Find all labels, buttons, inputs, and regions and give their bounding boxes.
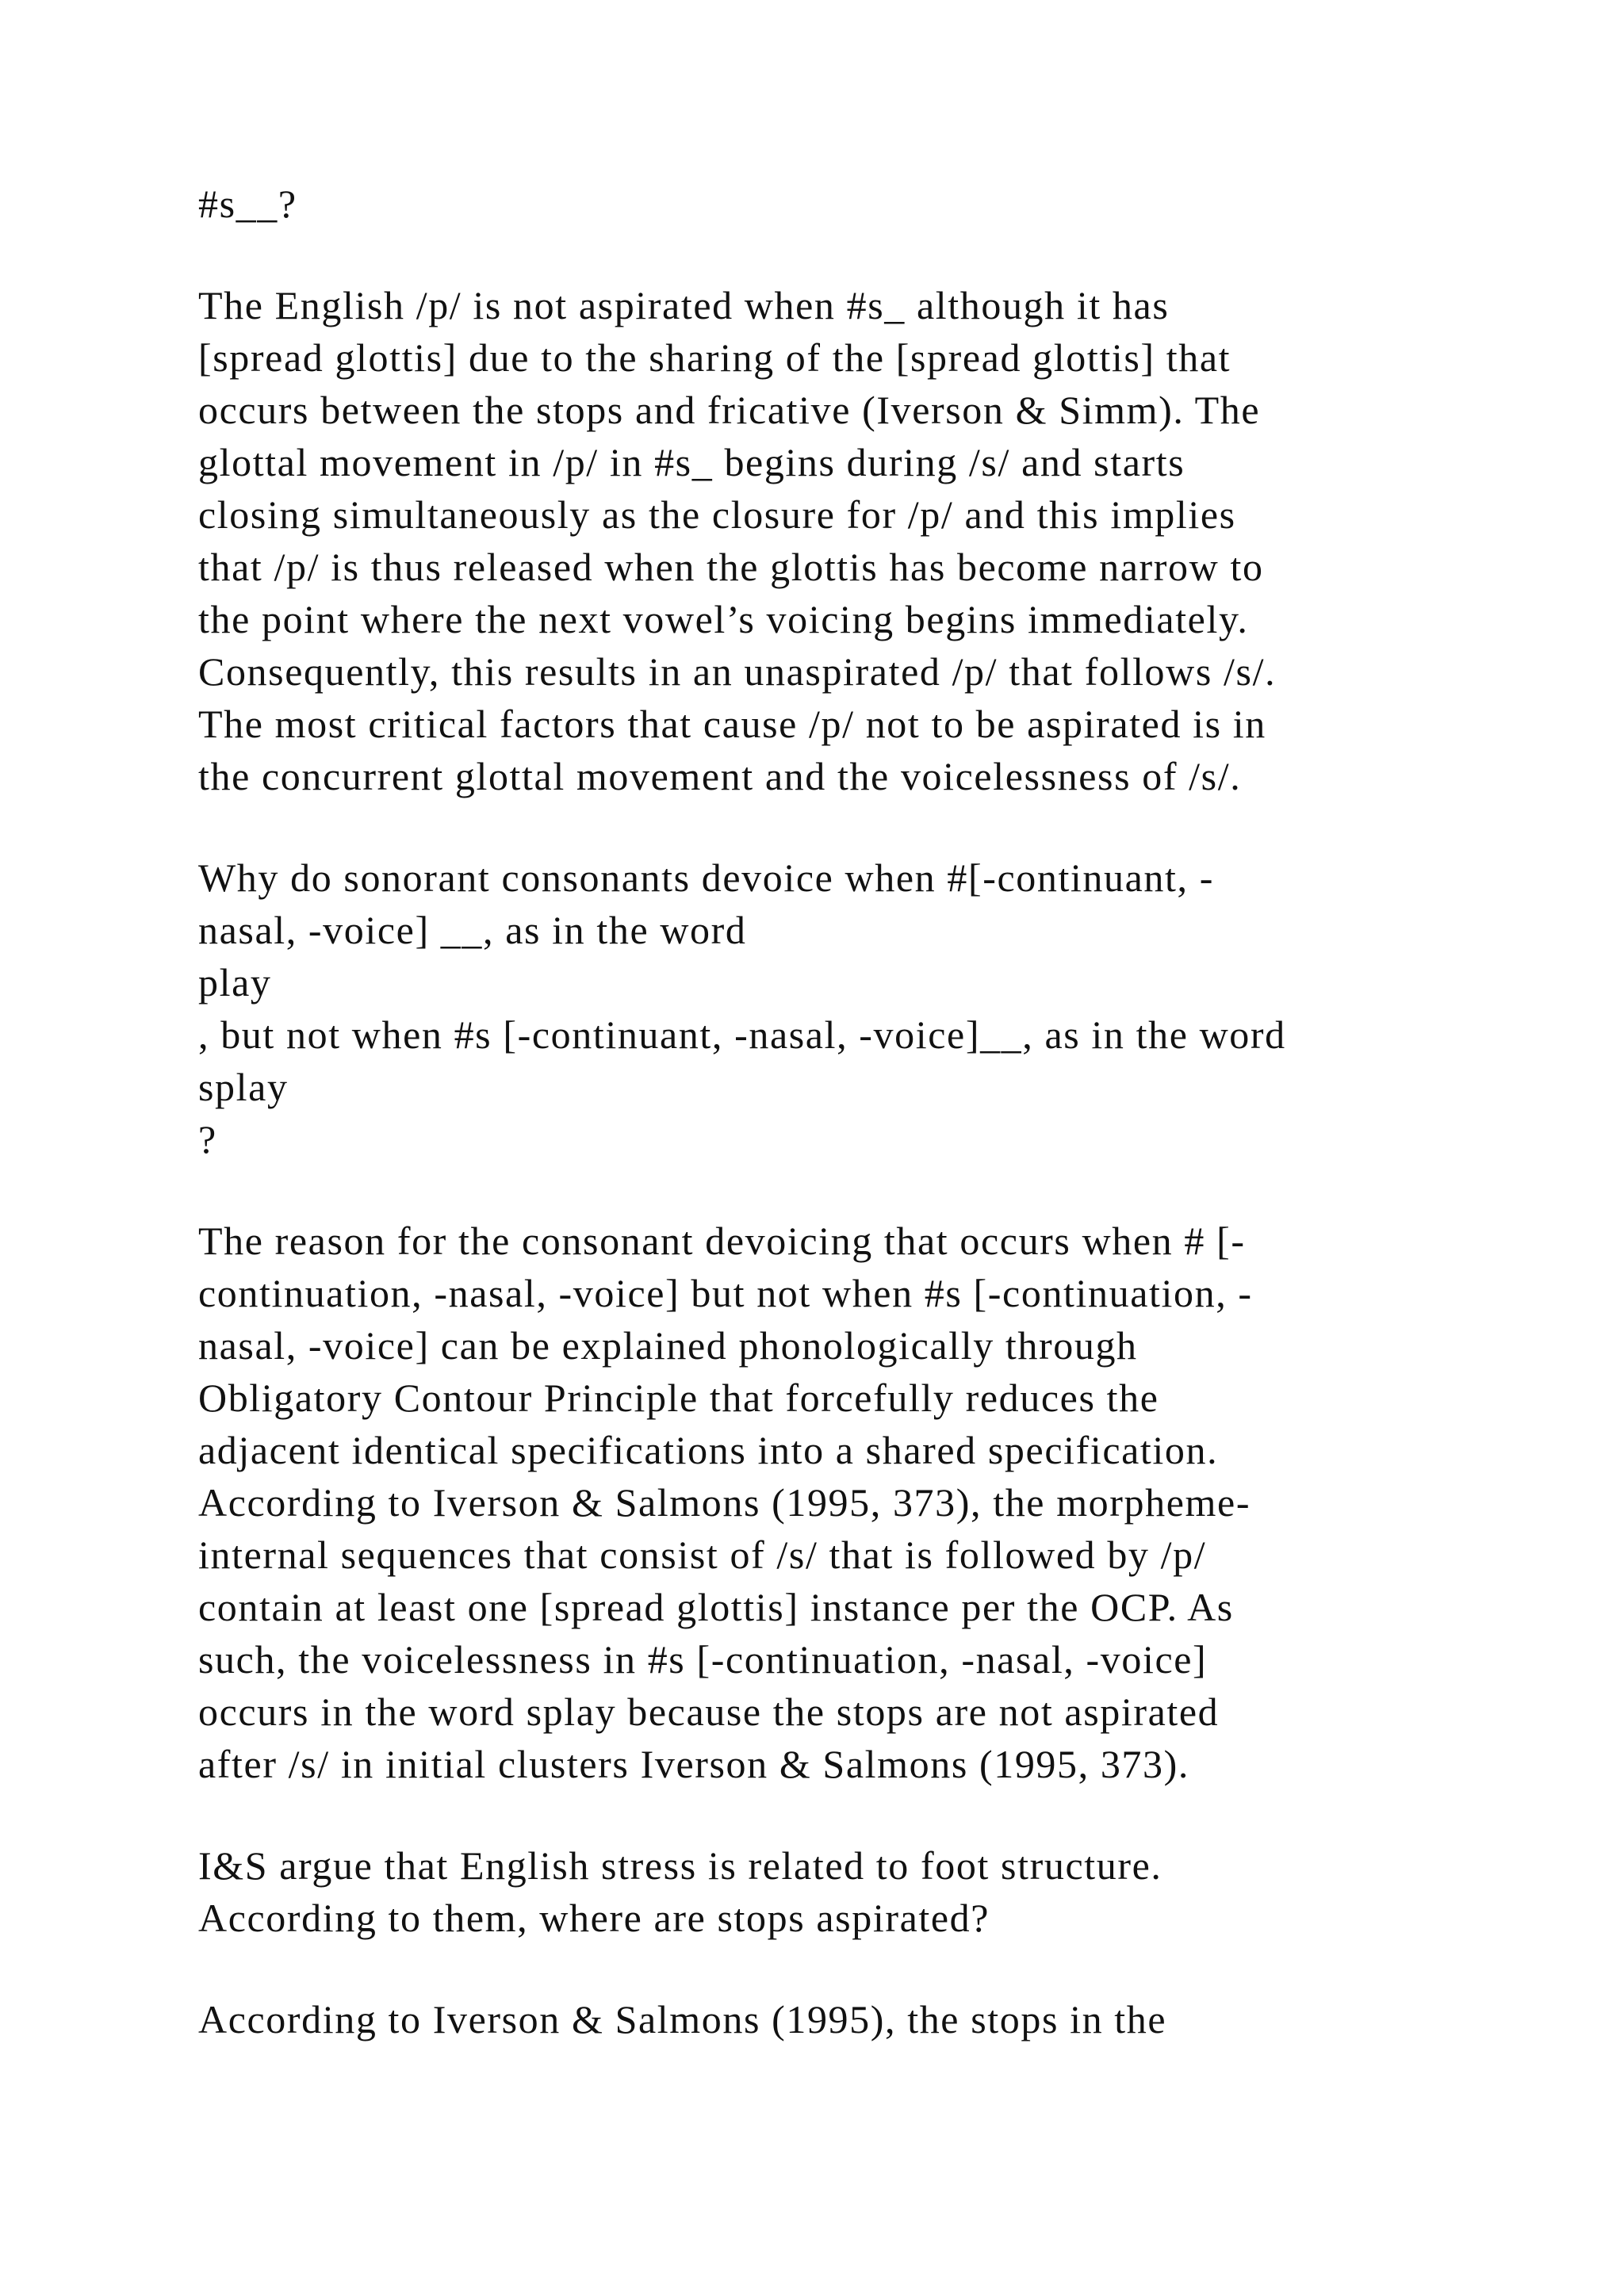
text-line: Obligatory Contour Principle that forcefully reduces the (198, 1376, 1159, 1420)
text-line: the concurrent glottal movement and the voicelessness of /s/. (198, 754, 1242, 798)
text-line: [spread glottis] due to the sharing of the [spread glottis] that (198, 335, 1231, 380)
text-line: nasal, -voice] __, as in the word (198, 908, 747, 952)
text-line: #s__? (198, 182, 297, 226)
text-line: contain at least one [spread glottis] instance per the OCP. As (198, 1585, 1234, 1629)
text-line: occurs in the word splay because the stops are not aspirated (198, 1689, 1220, 1734)
text-line: the point where the next vowel’s voicing begins immediately. (198, 597, 1249, 641)
text-line: , but not when #s [-continuant, -nasal, -voice]__, as in the word (198, 1012, 1286, 1057)
text-line: continuation, -nasal, -voice] but not when #s [-continuation, - (198, 1271, 1253, 1315)
text-line: The most critical factors that cause /p/ not to be aspirated is in (198, 702, 1266, 746)
paragraph-gap (198, 1944, 1578, 1993)
text-line: internal sequences that consist of /s/ that is followed by /p/ (198, 1533, 1207, 1577)
text-line: glottal movement in /p/ in #s_ begins during /s/ and starts (198, 440, 1185, 484)
text-line: According to Iverson & Salmons (1995), the stops in the (198, 1997, 1167, 2042)
text-line: such, the voicelessness in #s [-continuation, -nasal, -voice] (198, 1637, 1208, 1682)
text-line: Consequently, this results in an unaspirated /p/ that follows /s/. (198, 649, 1277, 694)
text-line: closing simultaneously as the closure for /p/ and this implies (198, 492, 1236, 537)
question-fragment (198, 178, 1578, 230)
paragraph-gap (198, 802, 1578, 851)
answer-paragraph-2 (198, 1215, 1578, 1790)
text-line: Why do sonorant consonants devoice when #[-continuant, - (198, 855, 1214, 900)
text-line: The English /p/ is not aspirated when #s_ although it has (198, 283, 1170, 327)
text-line: I&S argue that English stress is related to foot structure. (198, 1843, 1162, 1888)
text-line: According to Iverson & Salmons (1995, 373), the morpheme- (198, 1480, 1251, 1525)
text-line: that /p/ is thus released when the glottis has become narrow to (198, 545, 1264, 589)
text-line: adjacent identical specifications into a shared specification. (198, 1428, 1219, 1472)
text-line: The reason for the consonant devoicing that occurs when # [- (198, 1219, 1246, 1263)
text-line: ? (198, 1117, 217, 1161)
text-line: after /s/ in initial clusters Iverson & Salmons (1995, 373). (198, 1742, 1189, 1786)
text-line: splay (198, 1065, 289, 1109)
text-line: play (198, 960, 272, 1004)
paragraph-gap (198, 1165, 1578, 1215)
text-line: nasal, -voice] can be explained phonologically through (198, 1323, 1138, 1368)
paragraph-gap (198, 230, 1578, 279)
document-page (198, 178, 1578, 2045)
text-line: occurs between the stops and fricative (Iverson & Simm). The (198, 388, 1261, 432)
answer-paragraph-1 (198, 279, 1578, 802)
question-2 (198, 851, 1578, 1165)
question-3 (198, 1839, 1578, 1944)
text-line: According to them, where are stops aspirated? (198, 1896, 990, 1940)
paragraph-gap (198, 1790, 1578, 1839)
answer-paragraph-3 (198, 1993, 1578, 2045)
